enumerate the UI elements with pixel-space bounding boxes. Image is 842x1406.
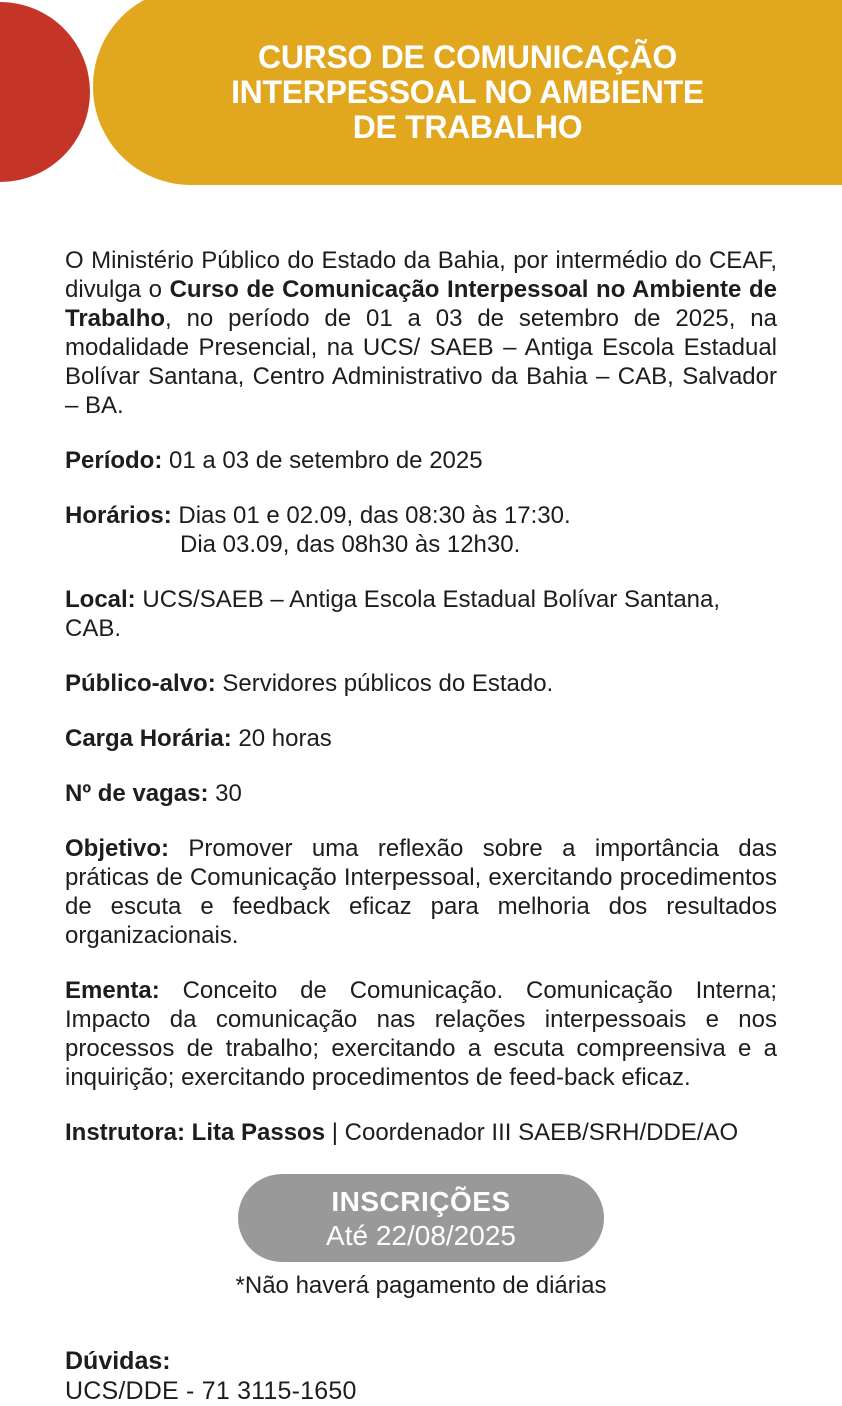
field-periodo xyxy=(65,446,777,475)
course-title xyxy=(133,40,802,145)
intro-text-after: , no período de 01 a 03 de setembro de 2025, na modalidade Presencial, na UCS/ SAEB – Antiga Escola Estadual Bolívar Santana, Centro Administrativo da Bahia – CAB, Salvador – BA. xyxy=(65,305,777,419)
no-per-diem-note: *Não haverá pagamento de diárias xyxy=(235,1272,607,1299)
field-ementa xyxy=(65,976,777,1092)
field-vagas-value: 30 xyxy=(215,780,242,807)
field-horarios-line1 xyxy=(65,501,777,530)
footer-contact-phone: UCS/DDE - 71 3115-1650 xyxy=(65,1377,357,1405)
course-title-line1: CURSO DE COMUNICAÇÃO xyxy=(258,39,677,75)
inscriptions-button-title: INSCRIÇÕES xyxy=(331,1186,511,1217)
intro-text-before: O Ministério Público do Estado da Bahia, por intermédio do CEAF, divulga o xyxy=(65,247,777,303)
field-vagas xyxy=(65,779,777,808)
gold-title-banner xyxy=(93,0,842,185)
intro-paragraph xyxy=(65,246,777,420)
field-publico-alvo-value: Servidores públicos do Estado. xyxy=(222,670,554,697)
field-local xyxy=(65,585,777,643)
field-vagas-label: Nº de vagas: xyxy=(65,780,209,807)
inscriptions-button-deadline: Até 22/08/2025 xyxy=(326,1220,516,1251)
course-title-line3: DE TRABALHO xyxy=(352,109,583,145)
field-instrutora-value: | Coordenador III SAEB/SRH/DDE/AO xyxy=(331,1119,739,1146)
field-ementa-label: Ementa: xyxy=(65,977,160,1004)
field-publico-alvo-label: Público-alvo: xyxy=(65,670,216,697)
field-carga-horaria-value: 20 horas xyxy=(238,725,332,752)
field-carga-horaria xyxy=(65,724,777,753)
field-publico-alvo xyxy=(65,669,777,698)
field-local-value: UCS/SAEB – Antiga Escola Estadual Bolívar Santana, CAB. xyxy=(65,586,721,642)
field-horarios-line2: Dia 03.09, das 08h30 às 12h30. xyxy=(180,531,521,558)
field-carga-horaria-label: Carga Horária: xyxy=(65,725,232,752)
field-objetivo xyxy=(65,834,777,950)
flyer-body xyxy=(0,246,842,1147)
header-banner xyxy=(0,0,842,185)
field-horarios xyxy=(65,501,777,559)
flyer-footer xyxy=(0,1346,842,1406)
field-instrutora xyxy=(65,1118,777,1147)
field-horarios-label: Horários: xyxy=(65,502,172,529)
field-periodo-value: 01 a 03 de setembro de 2025 xyxy=(169,447,483,474)
intro-course-name: Curso de Comunicação Interpessoal no Ambiente de Trabalho xyxy=(65,276,777,332)
red-accent-circle xyxy=(0,2,90,182)
field-horarios-value: Dias 01 e 02.09, das 08:30 às 17:30. xyxy=(178,502,571,529)
field-objetivo-label: Objetivo: xyxy=(65,835,170,862)
course-title-line2: INTERPESSOAL NO AMBIENTE xyxy=(231,74,704,110)
field-instrutora-label: Instrutora: Lita Passos xyxy=(65,1119,326,1146)
field-local-label: Local: xyxy=(65,586,136,613)
field-ementa-value: Conceito de Comunicação. Comunicação Interna; Impacto da comunicação nas relações interpessoais e nos processos de trabalho; exercitando a escuta compreensiva e a inquirição; exercitando procedimentos de feed-back eficaz. xyxy=(65,977,777,1091)
inscriptions-button[interactable] xyxy=(238,1174,604,1262)
field-objetivo-value: Promover uma reflexão sobre a importância das práticas de Comunicação Interpessoal, exercitando procedimentos de escuta e feedback eficaz para melhoria dos resultados organizacionais. xyxy=(65,835,777,949)
footer-duvidas-label: Dúvidas: xyxy=(65,1347,171,1375)
field-periodo-label: Período: xyxy=(65,447,163,474)
